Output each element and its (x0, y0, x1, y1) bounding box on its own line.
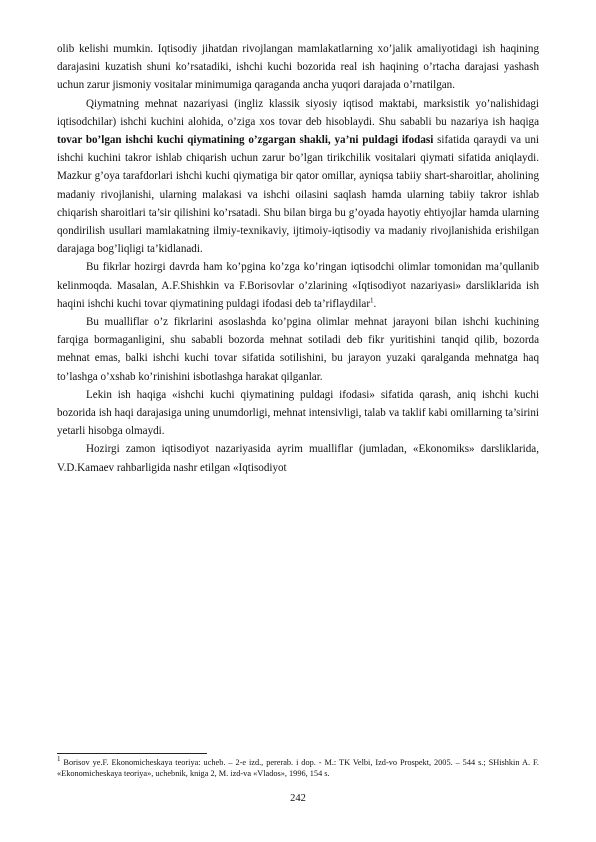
text-run: Hozirgi zamon iqtisodiyot nazariyasida ayrim mualliflar (jumladan, «Ekonomiks» darsliklarida, V.D.Kamaev rahbarligida nashr etilgan «Iqtisodiyot (57, 443, 539, 474)
page-number: 242 (290, 793, 306, 804)
text-run: olib kelishi mumkin. Iqtisodiy jihatdan rivojlangan mamlakatlarning xo’jalik amaliyotidagi ish haqining darajasini kuzatish shuni ko’rsatadiki, ishchi kuchi bozorida real ish haqining o’rtacha darajasi yashash uchun zarur jismoniy vositalar minimumiga qaraganda ancha yuqori darajada o’rnatilgan. (57, 43, 539, 92)
text-run: Lekin ish haqiga «ishchi kuchi qiymatining puldagi ifodasi» sifatida qarash, aniq ishchi kuchi bozorida ish haqi darajasiga uning unumdorligi, mehnat intensivligi, talab va taklif kabi omillarning ta’sirini yetarli hisobga olmaydi. (57, 388, 539, 438)
footnote (57, 757, 539, 779)
paragraph-5 (57, 386, 539, 441)
footnote-reference: 1 (370, 296, 374, 305)
text-run: . (373, 297, 377, 310)
paragraph-1 (57, 40, 539, 95)
paragraph-4 (57, 313, 539, 386)
footnote-mark: 1 (57, 755, 61, 764)
text-run: Bu fikrlar hozirgi davrda ham ko’pgina ko’zga ko’ringan iqtisodchi olimlar tomonidan ma’qullanib kelinmoqda. Masalan, A.F.Shishkin va F.Borisovlar o’zlarining «Iqtisodiyot nazariyasi» darsliklarida ish haqini ishchi kuchi tovar qiymatining puldagi ifodasi deb ta’riflaydilar (57, 261, 539, 310)
page-body (57, 40, 539, 477)
text-run: sifatida qaraydi va uni ishchi kuchini takror ishlab chiqarish uchun zarur bo’lgan tirikchilik vositalari qiymati sifatida aniqlaydi. Mazkur g’oya tarafdorlari ishchi kuchi qiymatiga bir qator omillar, ayniqsa tabiiy shart-sharoitlar, aholining madaniy rivojlanishi, ularning malakasi va ishchi oilasini saqlash hamda ularning tabiiy takror ishlab chiqarish sharoitlari ta’sir qilishini ko’rsatadi. Shu bilan birga bu g’oyada hayotiy ehtiyojlar hamda ularning qondirilish usullari mamlakatning ilmiy-texnikaviy, ijtimoiy-iqtisodiy va madaniy rivojlanishida erishilgan darajaga bog’liqligi ta’kidlanadi. (57, 134, 539, 256)
paragraph-6 (57, 440, 539, 476)
text-run: Bu mualliflar o’z fikrlarini asoslashda ko’pgina olimlar mehnat jarayoni bilan ishchi kuchining farqiga bormaganligini, shu sababli bozorda mehnat sotiladi deb fikr yuritishini tanqid qilib, bozorda mehnat emas, balki ishchi kuchi tovar sifatida sotilishini, bu jarayon yuzaki qaralganda mehnatga haq to’lashga o’xshab ko’rinishini isbotlashga harakat qilganlar. (57, 316, 539, 383)
footnote-text: Borisov ye.F. Ekonomicheskaya teoriya: ucheb. – 2-e izd., pererab. i dop. - M.: TK Velbi, Izd-vo Prospekt, 2005. – 544 s.; SHishkin A. F. «Ekonomicheskaya teoriya», uchebnik, kniga 2, M. izd-va «Vlados», 1996, 154 s. (57, 758, 539, 779)
paragraph-3 (57, 258, 539, 313)
text-run: Qiymatning mehnat nazariyasi (ingliz klassik siyosiy iqtisod maktabi, marksistik yo’nalishidagi iqtisodchilar) ishchi kuchini alohida, o’ziga xos tovar deb hisoblaydi. Shu sababli bu nazariya ish haqiga (57, 97, 539, 128)
footnote-divider (57, 753, 207, 754)
bold-text: tovar bo’lgan ishchi kuchi qiymatining o’zgargan shakli, ya’ni puldagi ifodasi (57, 134, 434, 147)
paragraph-2 (57, 95, 539, 259)
